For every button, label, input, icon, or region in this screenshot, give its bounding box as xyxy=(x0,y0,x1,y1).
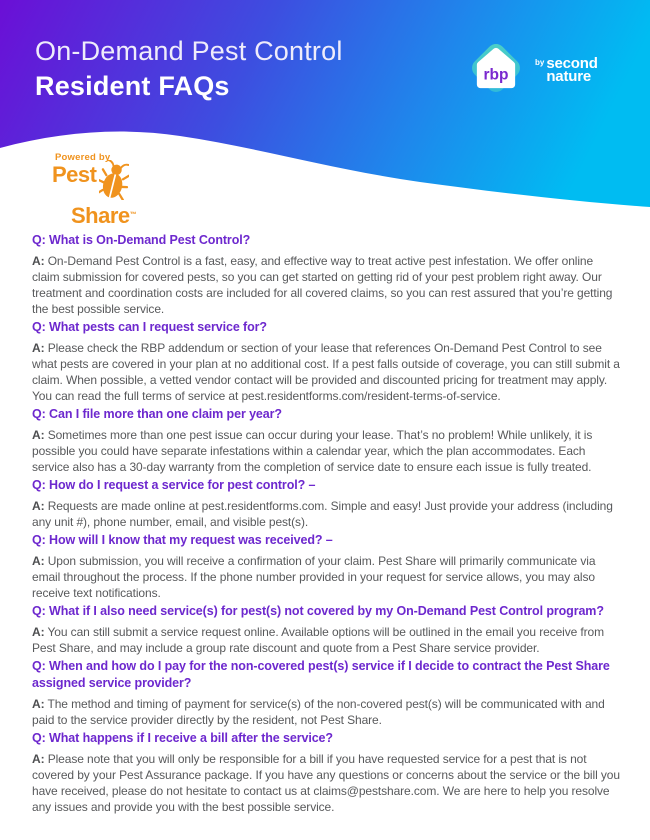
byline-nature: nature xyxy=(546,68,591,85)
faq-item xyxy=(32,730,622,815)
faq-item xyxy=(32,658,622,728)
faq-item xyxy=(32,232,622,317)
pestshare-logo xyxy=(52,152,137,228)
faq-question: Q: Can I file more than one claim per year? xyxy=(32,407,282,421)
faq-question: Q: How will I know that my request was received? – xyxy=(32,533,333,547)
faq-answer: A: Upon submission, you will receive a confirmation of your claim. Pest Share will primarily communicate via email throughout the process. If the phone number provided in your request for service allows, you may also receive text notifications. xyxy=(32,554,596,600)
faq-item xyxy=(32,477,622,530)
faq-answer: A: Please check the RBP addendum or section of your lease that references On-Demand Pest Control to see what pests are covered in your plan at no additional cost. If a pest falls outside of coverage, you can still submit a claim. When possible, a vetted vendor contact will be provided and discounted pricing for treatment may apply. You can read the full terms of service at pest.residentforms.com/resident-terms-of-service. xyxy=(32,341,620,403)
byline-second: second xyxy=(546,54,598,72)
faq-item xyxy=(32,532,622,601)
faq-question: Q: What pests can I request service for? xyxy=(32,320,267,334)
page-title: Resident FAQs xyxy=(35,71,230,101)
rbp-house-icon xyxy=(466,38,526,98)
faq-answer: A: Sometimes more than one pest issue can occur during your lease. That’s no problem! While unlikely, it is possible you could have separate infestations within a calendar year, which the plan accommodates. Each service also has a 30-day warranty from the completion of service date to ensure each issue is fully treated. xyxy=(32,428,593,474)
pestshare-word-pest: Pest xyxy=(52,162,97,187)
rbp-logo xyxy=(466,38,598,98)
faq-answer: A: Please note that you will only be responsible for a bill if you have requested service for a pest that is not covered by your Pest Assurance package. If you have any questions or concerns about the service or the bill you have received, please do not hesitate to contact us at claims@pestshare.com. We are here to help you resolve any issues and provide you with the best possible service. xyxy=(32,752,620,814)
faq-item xyxy=(32,406,622,475)
header-titles xyxy=(35,36,343,101)
second-nature-wordmark xyxy=(535,54,598,85)
header-subtitle: On-Demand Pest Control xyxy=(35,36,343,66)
faq-item xyxy=(32,319,622,404)
faq-answer: A: The method and timing of payment for service(s) of the non-covered pest(s) will be communicated with and paid to the service provider directly by the resident, not Pest Share. xyxy=(32,697,605,727)
faq-item xyxy=(32,603,622,656)
faq-question: Q: What happens if I receive a bill after the service? xyxy=(32,731,333,745)
faq-answer: A: On-Demand Pest Control is a fast, easy, and effective way to treat active pest infestation. We offer online claim submission for covered pests, so you can get started on getting rid of your pest problem right away. Our treatment and coordination costs are included for all covered claims, so you can rest assured that you’re getting the best possible service. xyxy=(32,254,613,316)
faq-list xyxy=(0,228,650,815)
pestshare-word-share: Share xyxy=(71,203,130,228)
bug-icon xyxy=(99,160,129,205)
trademark-symbol: ™ xyxy=(129,211,137,219)
byline-by: by xyxy=(535,57,545,67)
faq-question: Q: When and how do I pay for the non-covered pest(s) service if I decide to contract the Pest Share assigned service provider? xyxy=(32,659,610,690)
faq-question: Q: What is On-Demand Pest Control? xyxy=(32,233,251,247)
faq-question: Q: How do I request a service for pest control? – xyxy=(32,478,316,492)
faq-answer: A: You can still submit a service request online. Available options will be outlined in the email you receive from Pest Share, and may include a group rate discount and quote from a Pest Share service provider. xyxy=(32,625,605,655)
faq-question: Q: What if I also need service(s) for pest(s) not covered by my On-Demand Pest Control program? xyxy=(32,604,604,618)
powered-by-label: Powered by xyxy=(55,152,111,163)
faq-answer: A: Requests are made online at pest.residentforms.com. Simple and easy! Just provide your address (including any unit #), phone number, email, and visible pest(s). xyxy=(32,499,613,529)
rbp-wordmark: rbp xyxy=(483,66,509,84)
